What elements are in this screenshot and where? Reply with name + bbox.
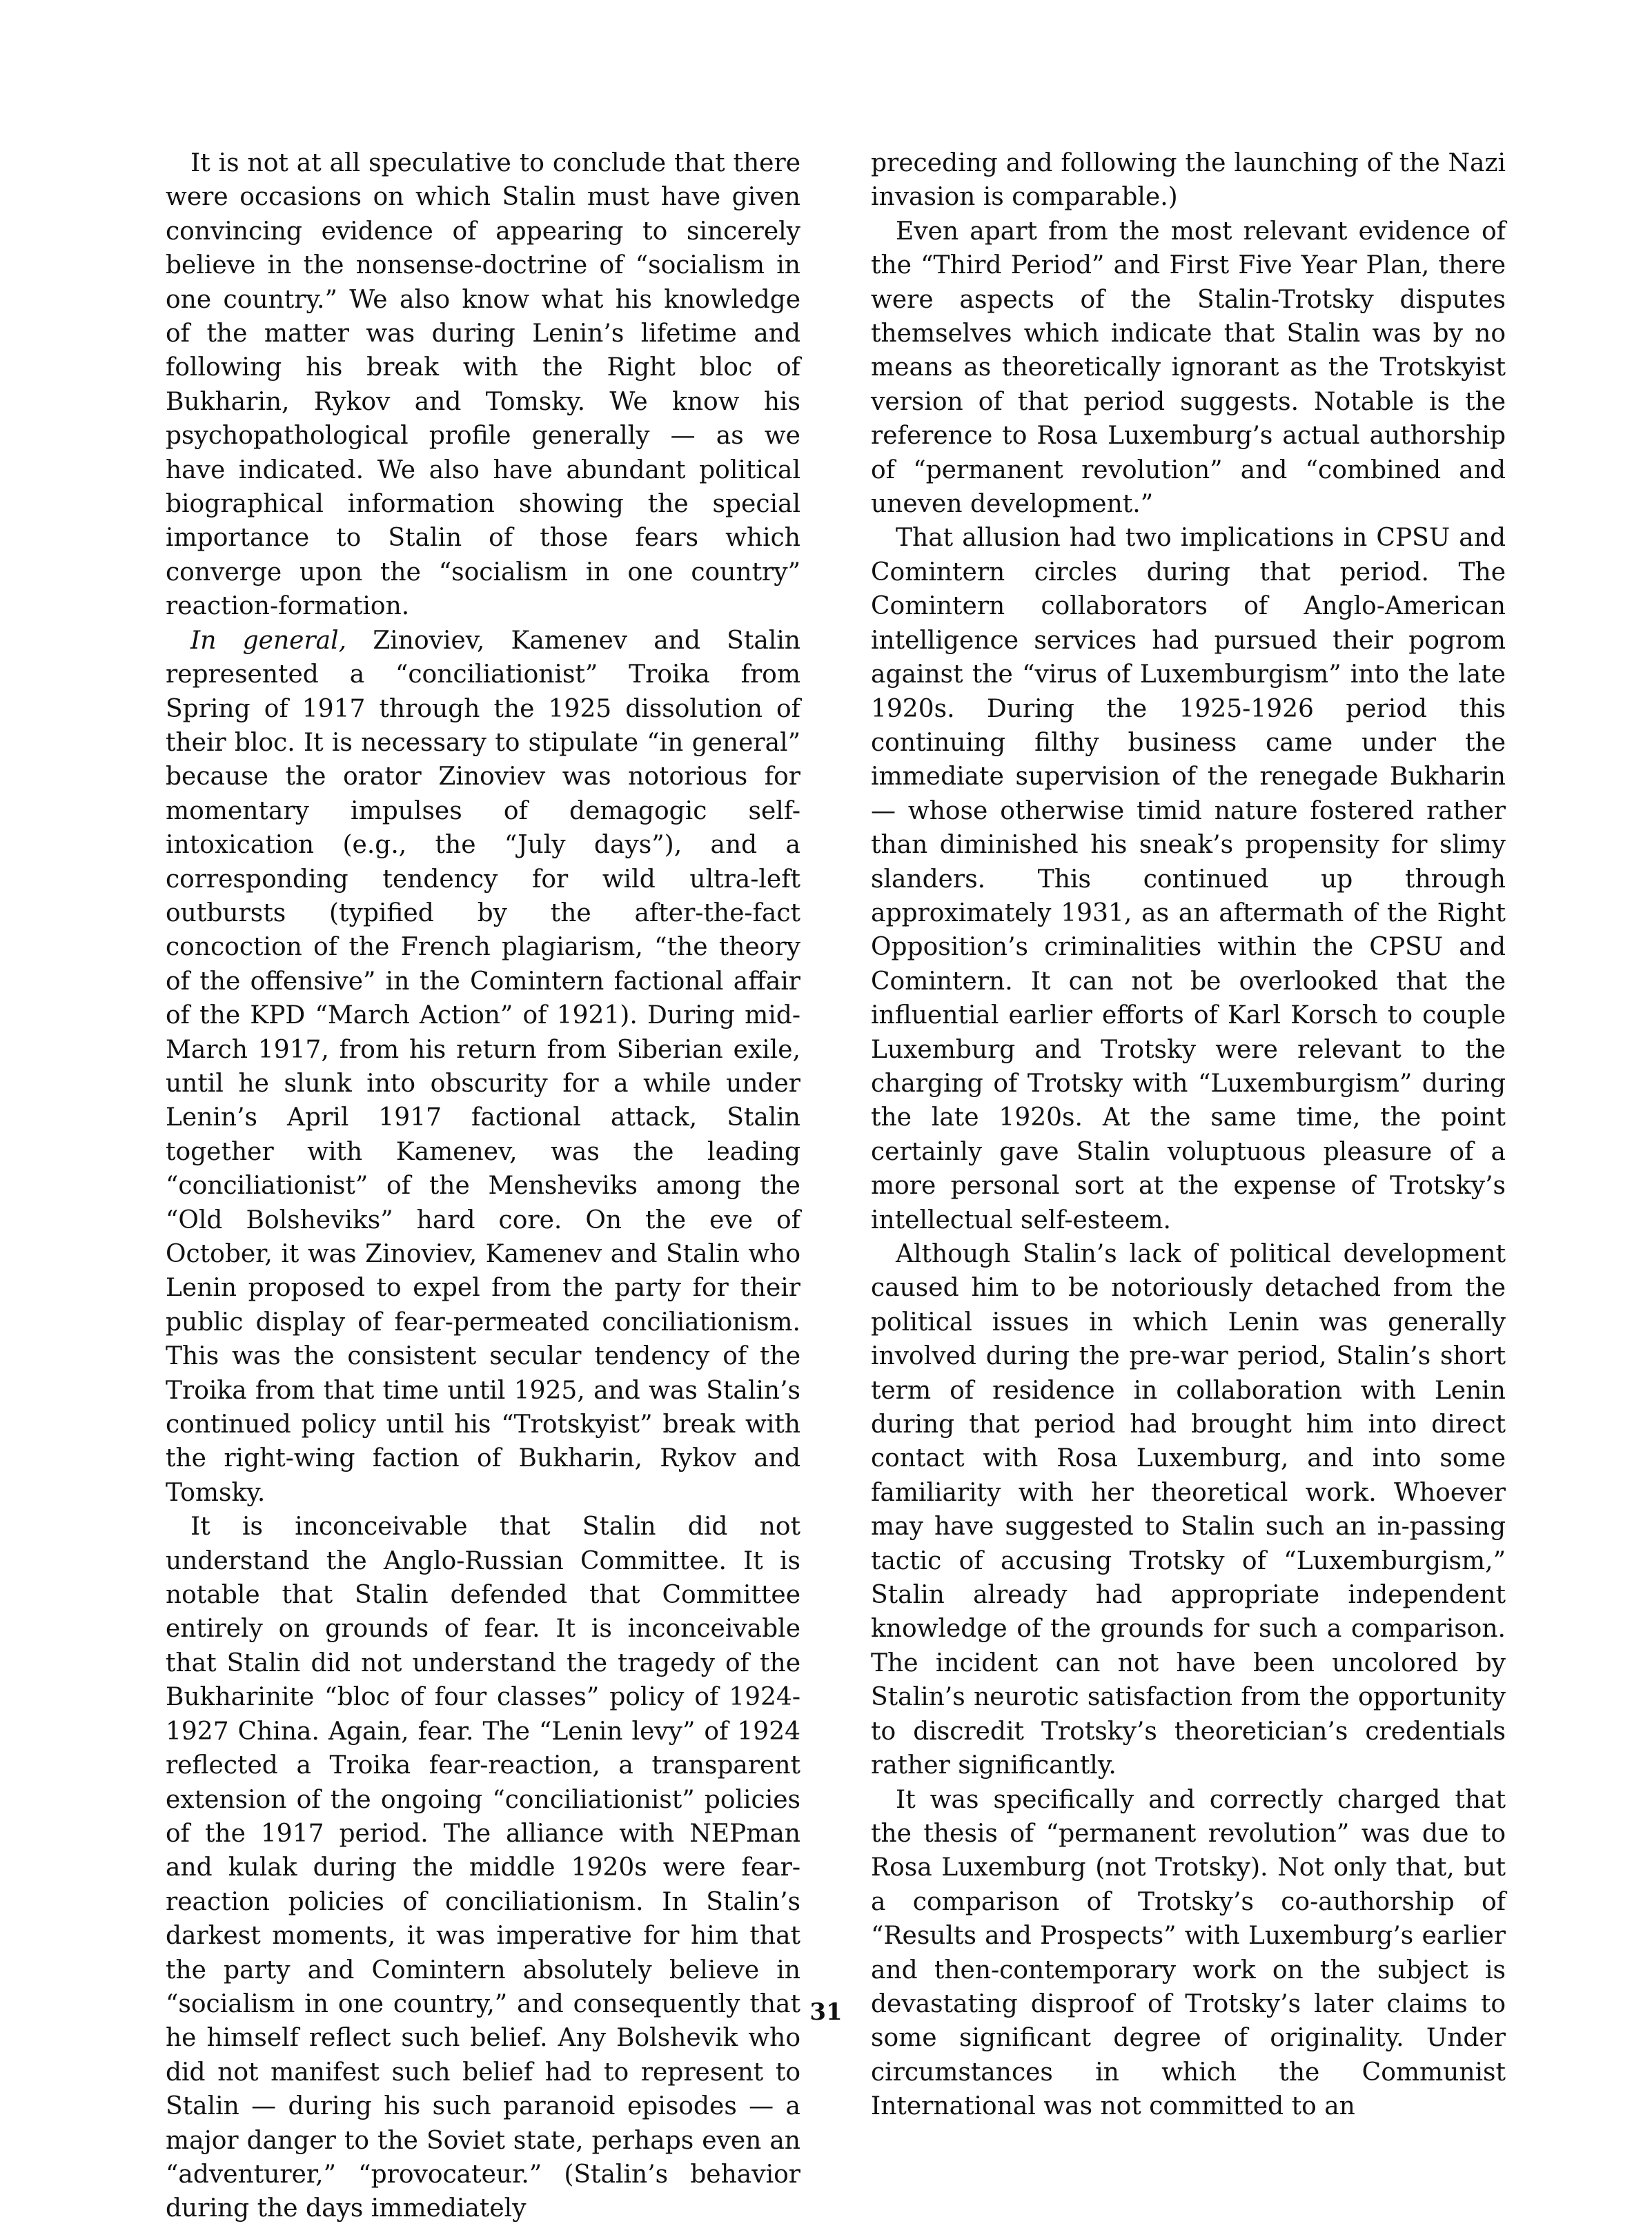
paragraph: That allusion had two implications in CPSU and Comintern circles during that period. The Comintern collaborators of Anglo-American intelligence services had pursued their pogrom against the “virus of Luxemburgism” into the late 1920s. During the 1925-1926 period this continuing filthy business came under the immediate supervision of the renegade Bukharin — whose otherwise timid nature fostered rather than diminished his sneak’s propensity for slimy slanders. This continued up through approximately 1931, as an aftermath of the Right Opposition’s criminalities within the CPSU and Comintern. It can not be overlooked that the influential earlier efforts of Karl Korsch to couple Luxemburg and Trotsky were relevant to the charging of Trotsky with “Luxemburgism” during the late 1920s. At the same time, the point certainly gave Stalin voluptuous pleasure of a more personal sort at the expense of Trotsky’s intellectual self-esteem.	[871, 524, 1506, 1234]
paragraph	[166, 624, 800, 1510]
paragraph-text: Zinoviev, Kamenev and Stalin represented a “conciliationist” Troika from Spring of 1917 through the 1925 dissolution of their bloc. It is necessary to stipulate “in general” because the orator Zinoviev was notorious for momentary impulses of demagogic self-intoxication (e.g., the “July days”), and a corresponding tendency for wild ultra-left outbursts (typified by the after-the-fact concoction of the French plagiarism, “the theory of the offensive” in the Comintern factional affair of the KPD “March Action” of 1921). During mid-March 1917, from his return from Siberian exile, until he slunk into obscurity for a while under Lenin’s April 1917 factional attack, Stalin together with Kamenev, was the leading “conciliationist” of the Mensheviks among the “Old Bolsheviks” hard core. On the eve of October, it was Zinoviev, Kamenev and Stalin who Lenin proposed to expel from the party for their public display of fear-permeated conciliationism. This was the consistent secular tendency of the Troika from that time until 1925, and was Stalin’s continued policy until his “Trotskyist” break with the right-wing faction of Bukharin, Rykov and Tomsky.	[166, 626, 800, 1507]
italic-lead-text: In general,	[190, 626, 347, 655]
left-column	[166, 146, 800, 2226]
paragraph: It is inconceivable that Stalin did not understand the Anglo-Russian Committee. It is notable that Stalin defended that Committee entirely on grounds of fear. It is inconceivable that Stalin did not understand the tragedy of the Bukharinite “bloc of four classes” policy of 1924-1927 China. Again, fear. The “Lenin levy” of 1924 reflected a Troika fear-reaction, a transparent extension of the ongoing “conciliationist” policies of the 1917 period. The alliance with NEPman and kulak during the middle 1920s were fear-reaction policies of conciliationism. In Stalin’s darkest moments, it was imperative for him that the party and Comintern absolutely believe in “socialism in one country,” and consequently that he himself reflect such belief. Any Bolshevik who did not manifest such belief had to represent to Stalin — during his such paranoid episodes — a major danger to the Soviet state, perhaps even an “adventurer,” “provocateur.” (Stalin’s behavior during the days immediately	[166, 1513, 800, 2223]
paragraph: It is not at all speculative to conclude that there were occasions on which Stalin must have given convincing evidence of appearing to sincerely believe in the nonsense-doctrine of “socialism in one country.” We also know what his knowledge of the matter was during Lenin’s lifetime and following his break with the Right bloc of Bukharin, Rykov and Tomsky. We know his psychopathological profile generally — as we have indicated. We also have abundant political biographical information showing the special importance to Stalin of those fears which converge upon the “socialism in one country” reaction-formation.	[166, 149, 800, 621]
page-number: 31	[809, 1998, 843, 2026]
paragraph: Even apart from the most relevant evidence of the “Third Period” and First Five Year Plan, there were aspects of the Stalin-Trotsky disputes themselves which indicate that Stalin was by no means as theoretically ignorant as the Trotskyist version of that period suggests. Notable is the reference to Rosa Luxemburg’s actual authorship of “permanent revolution” and “combined and uneven development.”	[871, 217, 1506, 519]
paragraph: Although Stalin’s lack of political development caused him to be notoriously detached from the political issues in which Lenin was generally involved during the pre-war period, Stalin’s short term of residence in collaboration with Lenin during that period had brought him into direct contact with Rosa Luxemburg, and into some familiarity with her theoretical work. Whoever may have suggested to Stalin such an in-passing tactic of accusing Trotsky of “Luxemburgism,” Stalin already had appropriate independent knowledge of the grounds for such a comparison. The incident can not have been uncolored by Stalin’s neurotic satisfaction from the opportunity to discredit Trotsky’s theoretician’s credentials rather significantly.	[871, 1240, 1506, 1780]
paragraph-continued: preceding and following the launching of the Nazi invasion is comparable.)	[871, 149, 1506, 212]
right-column	[871, 146, 1506, 2124]
paragraph: It was specifically and correctly charged that the thesis of “permanent revolution” was due to Rosa Luxemburg (not Trotsky). Not only that, but a comparison of Trotsky’s co-authorship of “Results and Prospects” with Luxemburg’s earlier and then-contemporary work on the subject is devastating disproof of Trotsky’s later claims to some significant degree of originality. Under circumstances in which the Communist International was not committed to an	[871, 1785, 1506, 2121]
